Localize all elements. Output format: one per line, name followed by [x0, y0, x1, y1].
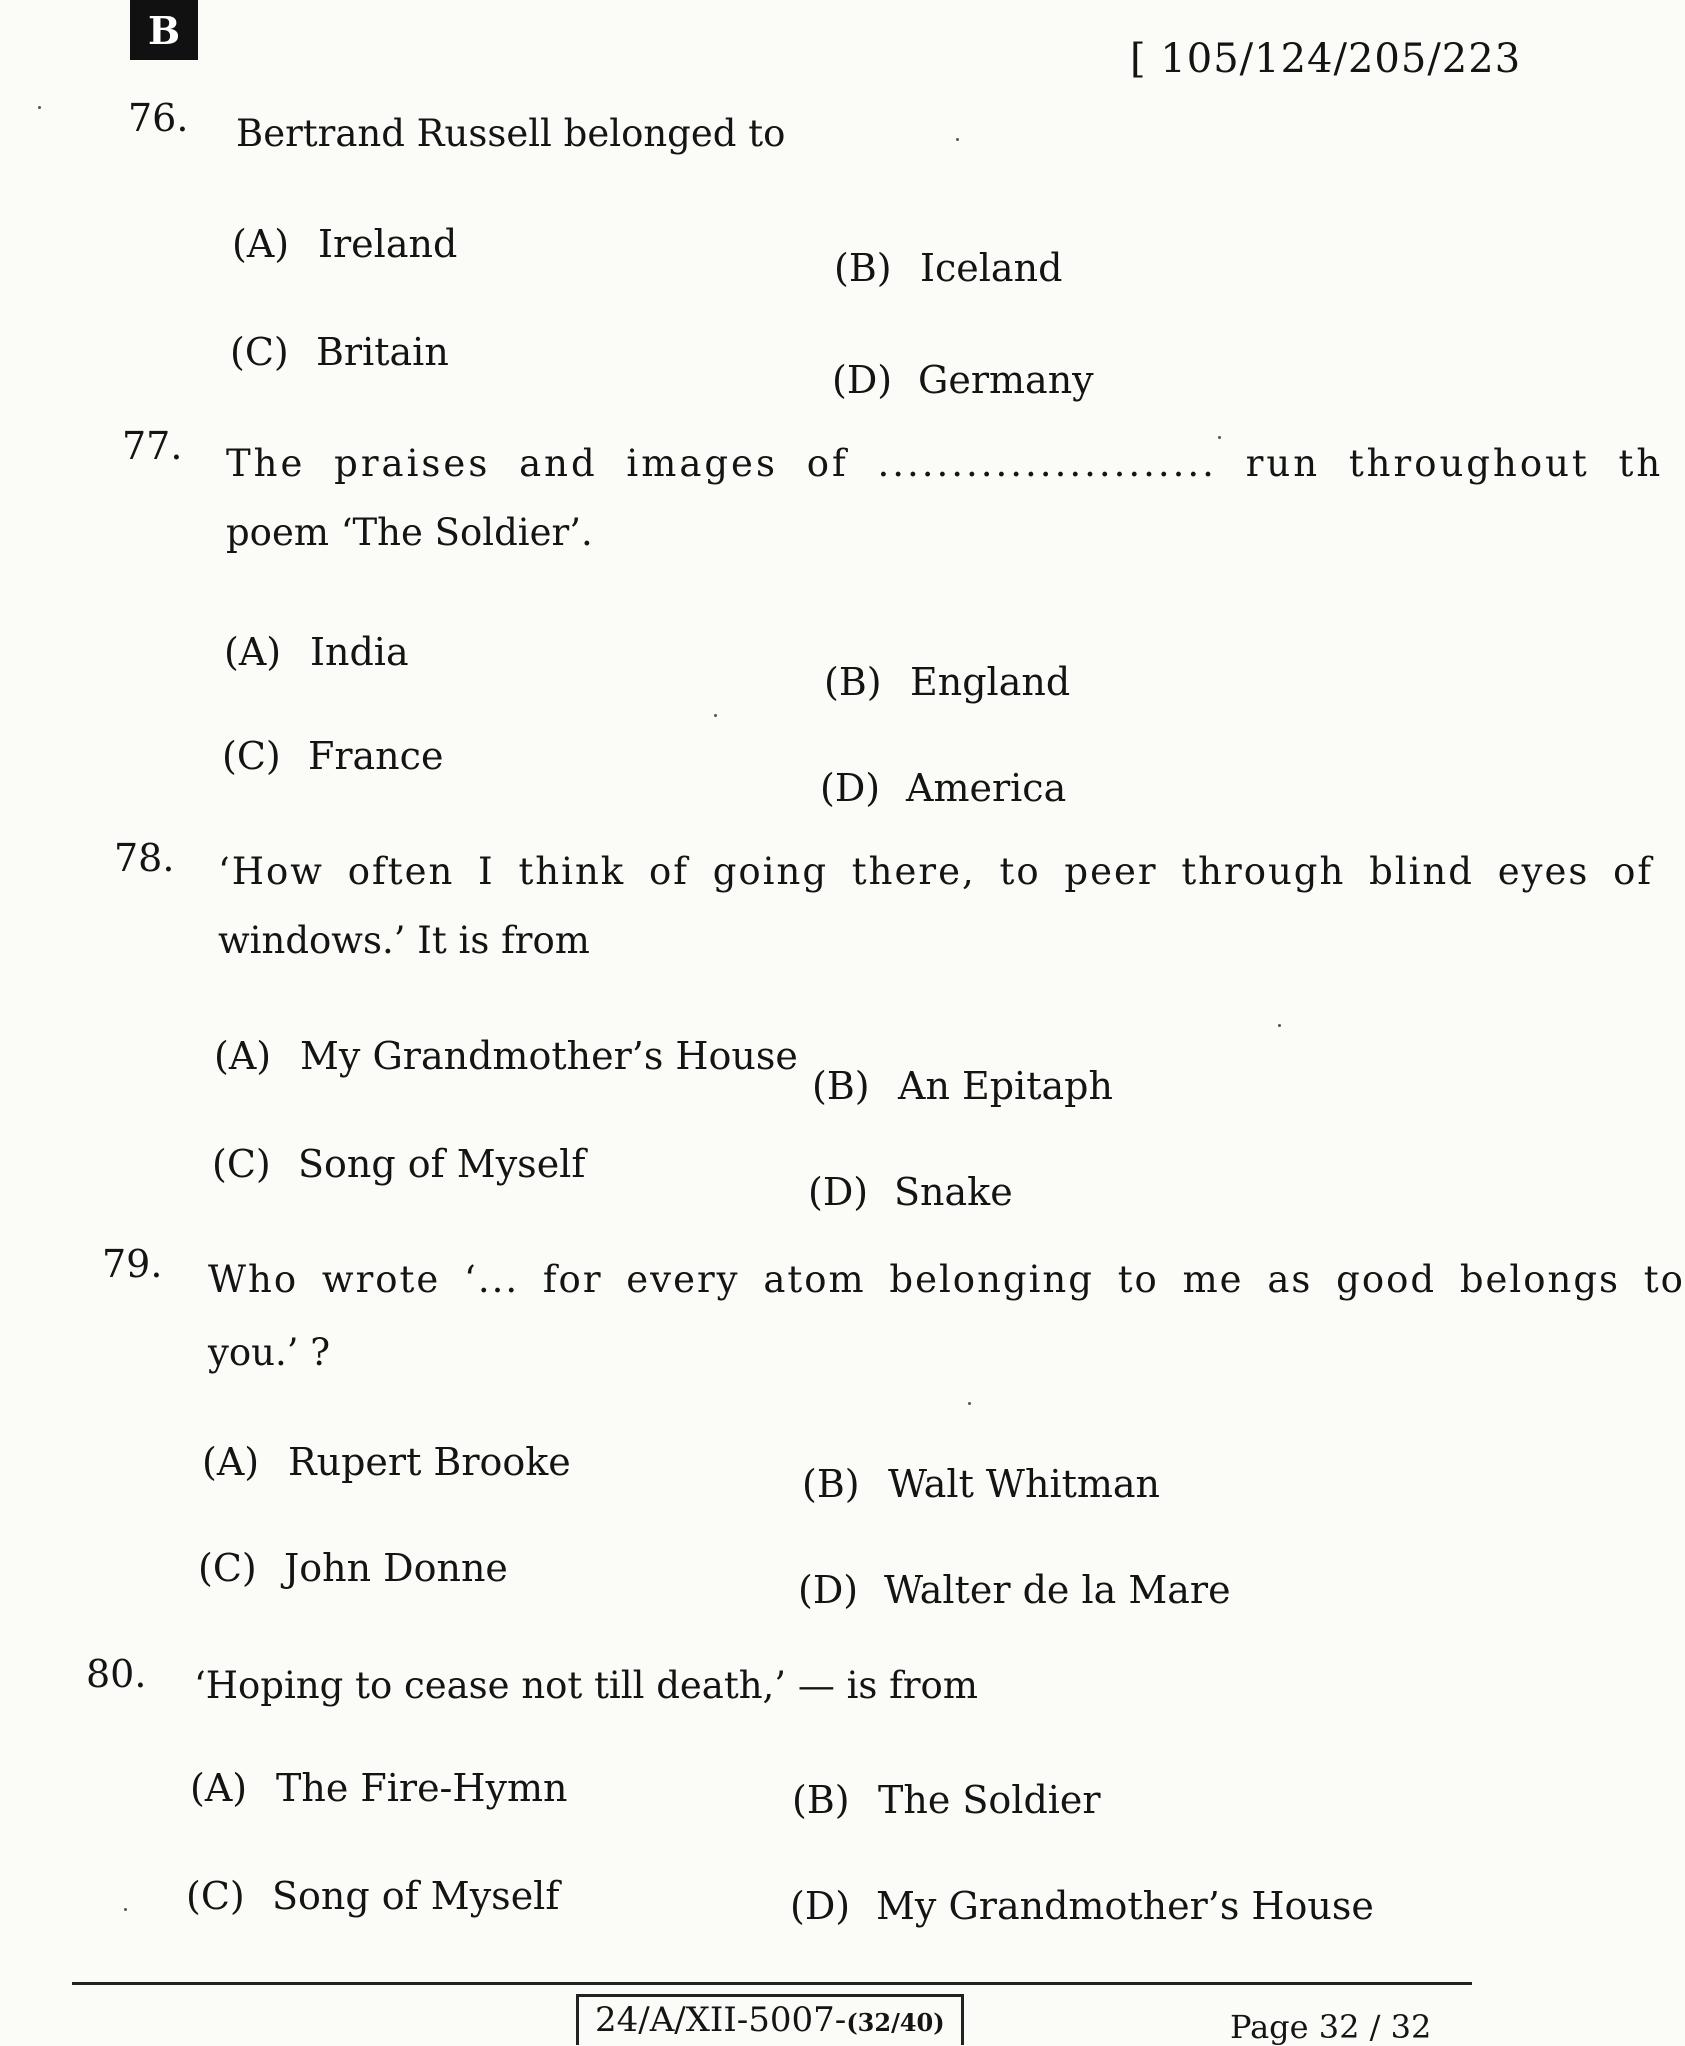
question-79-line-2: you.’ ? — [208, 1331, 331, 1375]
scan-speck — [1218, 436, 1221, 439]
option-letter: (A) — [190, 1766, 248, 1810]
question-77-option-a — [224, 630, 409, 674]
question-78-option-d — [808, 1170, 1013, 1214]
question-76-text — [236, 104, 785, 163]
question-77-option-c — [222, 734, 443, 778]
option-letter: (D) — [808, 1170, 869, 1214]
question-80-option-c — [186, 1874, 559, 1918]
question-78-number: 78. — [114, 836, 175, 880]
option-text: America — [906, 766, 1067, 810]
option-text: Song of Myself — [272, 1874, 560, 1918]
question-79-option-d — [798, 1568, 1231, 1612]
option-letter: (B) — [834, 246, 892, 290]
footer-code-main: 24/A/XII-5007- — [595, 2000, 847, 2040]
option-text: England — [910, 660, 1071, 704]
question-80-option-b — [792, 1778, 1101, 1822]
question-80-line-1: ‘Hoping to cease not till death,’ — is from — [194, 1664, 978, 1707]
option-text: Song of Myself — [298, 1142, 586, 1186]
question-76-line-1: Bertrand Russell belonged to — [236, 112, 786, 155]
option-letter: (B) — [812, 1064, 870, 1108]
scan-speck — [1278, 1024, 1281, 1027]
option-text: My Grandmother’s House — [876, 1884, 1374, 1928]
question-79-text — [208, 1250, 1685, 1382]
option-text: The Soldier — [878, 1778, 1101, 1822]
question-77-option-d — [820, 766, 1066, 810]
footer-rule — [72, 1982, 1472, 1985]
option-letter: (D) — [798, 1568, 859, 1612]
question-77-number: 77. — [122, 424, 183, 468]
option-letter: (A) — [232, 222, 290, 266]
option-text: Ireland — [318, 222, 458, 266]
question-80-option-a — [190, 1766, 568, 1810]
option-text: Britain — [316, 330, 449, 374]
question-76-option-b — [834, 246, 1062, 290]
option-text: Germany — [918, 358, 1094, 402]
option-letter: (B) — [802, 1462, 860, 1506]
question-78-line-1: ‘How often I think of going there, to peer through blind eyes of — [218, 850, 1654, 893]
option-letter: (C) — [230, 330, 289, 374]
option-letter: (B) — [792, 1778, 850, 1822]
scan-speck — [124, 1908, 127, 1911]
option-text: John Donne — [284, 1546, 508, 1590]
question-77-option-b — [824, 660, 1070, 704]
question-76-option-d — [832, 358, 1094, 402]
page-number: Page 32 / 32 — [1230, 2008, 1432, 2046]
footer-code — [576, 1994, 964, 2045]
option-letter: (D) — [832, 358, 893, 402]
question-78-option-c — [212, 1142, 585, 1186]
option-text: Rupert Brooke — [288, 1440, 571, 1484]
scan-speck — [714, 714, 717, 717]
option-letter: (A) — [224, 630, 282, 674]
scan-speck — [956, 138, 959, 141]
option-text: France — [308, 734, 444, 778]
option-text: Iceland — [920, 246, 1063, 290]
question-80-option-d — [790, 1884, 1374, 1928]
option-text: Snake — [894, 1170, 1013, 1214]
option-letter: (A) — [202, 1440, 260, 1484]
option-letter: (A) — [214, 1034, 272, 1078]
question-80-number: 80. — [86, 1652, 147, 1696]
option-text: Walter de la Mare — [884, 1568, 1231, 1612]
option-letter: (C) — [222, 734, 281, 778]
option-letter: (C) — [212, 1142, 271, 1186]
question-78-option-a — [214, 1034, 798, 1078]
question-76-option-c — [230, 330, 449, 374]
question-76-number: 76. — [128, 96, 189, 140]
question-79-line-1: Who wrote ‘... for every atom belonging to me as good belongs to — [208, 1258, 1685, 1301]
scan-speck — [38, 106, 41, 109]
question-79-option-b — [802, 1462, 1160, 1506]
option-text: An Epitaph — [898, 1064, 1113, 1108]
question-79-option-c — [198, 1546, 508, 1590]
question-78-option-b — [812, 1064, 1113, 1108]
question-79-number: 79. — [102, 1242, 163, 1286]
option-letter: (B) — [824, 660, 882, 704]
question-76-option-a — [232, 222, 457, 266]
question-77-line-1: The praises and images of ....................... run throughout th — [226, 442, 1664, 485]
option-letter: (D) — [820, 766, 881, 810]
question-78-line-2: windows.’ It is from — [218, 919, 590, 963]
option-text: Walt Whitman — [888, 1462, 1161, 1506]
option-text: India — [310, 630, 409, 674]
question-79-option-a — [202, 1440, 571, 1484]
set-badge: B — [130, 0, 198, 60]
footer-code-sub: (32/40) — [846, 2008, 945, 2037]
scan-speck — [968, 1402, 971, 1405]
option-letter: (C) — [198, 1546, 257, 1590]
question-77-text — [226, 434, 1664, 562]
question-78-text — [218, 842, 1654, 970]
option-letter: (C) — [186, 1874, 245, 1918]
paper-code: [ 105/124/205/223 — [1130, 36, 1522, 82]
question-77-line-2: poem ‘The Soldier’. — [226, 511, 593, 555]
option-letter: (D) — [790, 1884, 851, 1928]
option-text: My Grandmother’s House — [300, 1034, 798, 1078]
option-text: The Fire-Hymn — [276, 1766, 568, 1810]
question-80-text — [194, 1656, 978, 1715]
